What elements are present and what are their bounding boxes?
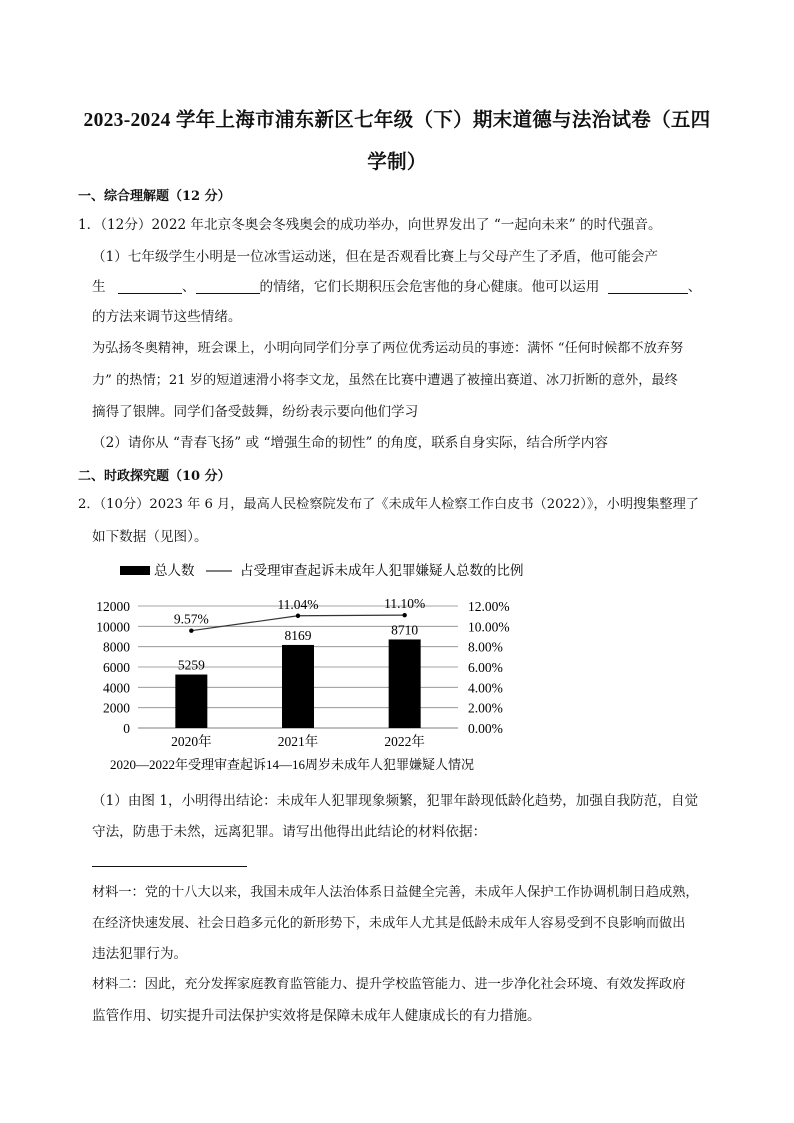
exam-title: 2023-2024 学年上海市浦东新区七年级（下）期末道德与法治试卷（五四 bbox=[83, 110, 711, 131]
x-category-label: 2021年 bbox=[277, 734, 319, 749]
answer-blank-2[interactable] bbox=[196, 279, 260, 294]
q1-part1-text-end: 、 bbox=[687, 279, 702, 295]
material1-line3: 违法犯罪行为。 bbox=[92, 946, 188, 962]
q1-part1-line2 bbox=[92, 278, 701, 296]
q1-stem: 1．（12分）2022 年北京冬奥会冬残奥会的成功举办，向世界发出了 “一起向未来” 的时代强音。 bbox=[78, 217, 662, 233]
answer-line[interactable] bbox=[92, 866, 247, 867]
chart-caption: 2020—2022年受理审查起诉14—16周岁未成年人犯罪嫌疑人情况 bbox=[109, 757, 475, 772]
right-tick-label: 4.00% bbox=[468, 680, 503, 696]
right-tick-label: 6.00% bbox=[468, 660, 503, 675]
legend-bar-label: 总人数 bbox=[154, 563, 195, 578]
crime-statistics-chart bbox=[80, 558, 540, 776]
q2-part1-line2: 守法，防患于未然，远离犯罪。请写出他得出此结论的材料依据： bbox=[92, 824, 487, 840]
left-tick-label: 0 bbox=[123, 721, 130, 736]
answer-blank-3[interactable] bbox=[608, 279, 688, 294]
ratio-point bbox=[402, 613, 406, 617]
x-axis-categories bbox=[171, 733, 425, 749]
q2-stem-line1: 2．（10分）2023 年 6 月，最高人民检察院发布了《未成年人检察工作白皮书（2022）》，小明搜集整理了 bbox=[78, 497, 699, 512]
left-tick-label: 2000 bbox=[103, 700, 130, 716]
q1-part2: （2）请你从 “青春飞扬” 或 “增强生命的韧性” 的角度，联系自身实际，结合所学内容 bbox=[92, 435, 608, 451]
q1-part1-line3: 的方法来调节这些情绪。 bbox=[92, 309, 242, 325]
material1-line2: 在经济快速发展、社会日趋多元化的新形势下，未成年人尤其是低龄未成年人容易受到不良影响而做出 bbox=[92, 916, 686, 931]
x-category-label: 2020年 bbox=[171, 734, 212, 749]
right-tick-label: 2.00% bbox=[468, 700, 503, 716]
ratio-point bbox=[296, 614, 300, 618]
q1-part1-text-b: 的情绪，它们长期积压会危害他的身心健康。他可以运用 bbox=[259, 279, 600, 295]
ratio-label: 9.57% bbox=[173, 611, 209, 627]
bar-value-label: 8169 bbox=[284, 627, 312, 643]
left-tick-label: 6000 bbox=[103, 660, 130, 675]
bar bbox=[389, 639, 421, 728]
ratio-label: 11.04% bbox=[277, 596, 319, 612]
bar bbox=[282, 645, 314, 728]
q1-material-line3: 摘得了银牌。同学们备受鼓舞，纷纷表示要向他们学习 bbox=[92, 404, 419, 420]
right-axis bbox=[468, 599, 510, 736]
chart-legend bbox=[120, 562, 524, 578]
left-tick-label: 12000 bbox=[96, 599, 130, 614]
q1-part1-sep: 、 bbox=[181, 279, 196, 295]
q2-stem-line2: 如下数据（见图）。 bbox=[92, 529, 208, 545]
bar bbox=[175, 675, 207, 728]
bar-value-label: 5259 bbox=[177, 657, 205, 673]
left-axis bbox=[96, 599, 130, 736]
ratio-point bbox=[189, 629, 193, 633]
right-tick-label: 0.00% bbox=[468, 721, 503, 736]
x-category-label: 2022年 bbox=[384, 734, 425, 749]
bar-series bbox=[175, 622, 420, 728]
exam-title-continued: 学制） bbox=[367, 152, 427, 173]
bar-value-label: 8710 bbox=[391, 622, 419, 638]
q1-material-line1: 为弘扬冬奥精神，班会课上，小明向同学们分享了两位优秀运动员的事迹：满怀 “任何时候都不放弃努 bbox=[92, 341, 684, 356]
left-tick-label: 8000 bbox=[103, 639, 130, 655]
q1-part1-text-a: 生 bbox=[92, 279, 106, 295]
q1-material-line2: 力” 的热情；21 岁的短道速滑小将李文龙，虽然在比赛中遭遇了被撞出赛道、冰刀折断的意外，最终 bbox=[92, 373, 678, 388]
legend-line-label: 占受理审查起诉未成年人犯罪嫌疑人总数的比例 bbox=[240, 563, 524, 578]
left-tick-label: 4000 bbox=[103, 680, 130, 696]
section2-heading: 二、时政探究题（10 分） bbox=[78, 469, 231, 484]
ratio-label: 11.10% bbox=[384, 596, 426, 612]
right-tick-label: 10.00% bbox=[468, 619, 510, 635]
q1-part1-line1: （1）七年级学生小明是一位冰雪运动迷，但在是否观看比赛上与父母产生了矛盾，他可能会产 bbox=[92, 249, 658, 265]
section1-heading: 一、综合理解题（12 分） bbox=[78, 189, 231, 204]
legend-bar-swatch bbox=[120, 566, 150, 575]
left-tick-label: 10000 bbox=[96, 619, 130, 635]
material2-line1: 材料二：因此，充分发挥家庭教育监管能力、提升学校监管能力、进一步净化社会环境、有效发挥政府 bbox=[92, 977, 686, 992]
answer-blank-1[interactable] bbox=[118, 279, 182, 294]
material2-line2: 监管作用、切实提升司法保护实效将是保障未成年人健康成长的有力措施。 bbox=[92, 1008, 541, 1024]
right-tick-label: 8.00% bbox=[468, 639, 503, 655]
q2-part1-line1: （1）由图 1，小明得出结论：未成年人犯罪现象频繁，犯罪年龄现低龄化趋势，加强自我防范，自觉 bbox=[92, 793, 699, 809]
right-tick-label: 12.00% bbox=[468, 599, 510, 614]
material1-line1: 材料一：党的十八大以来，我国未成年人法治体系日益健全完善，未成年人保护工作协调机制日趋成熟， bbox=[92, 885, 699, 900]
